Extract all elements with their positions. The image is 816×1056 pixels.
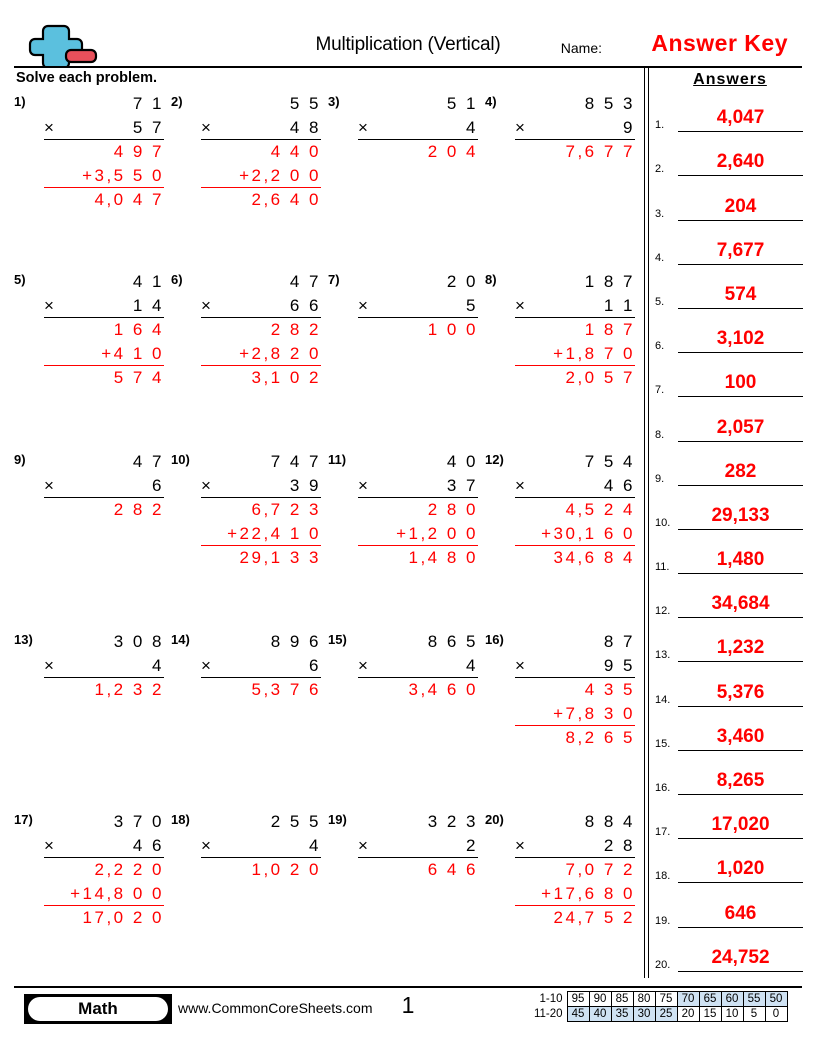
vertical-equation: [44, 450, 164, 522]
vertical-equation: [44, 92, 164, 212]
partial-product-1: 4,5 2 4: [565, 500, 635, 519]
multiply-operator-icon: ×: [44, 476, 54, 495]
problem-number: 4): [485, 94, 497, 109]
multiplicand: 7 4 7: [270, 452, 321, 471]
footer-divider-rule: [14, 986, 802, 988]
answer-number: 8.: [655, 428, 665, 441]
problem-number: 16): [485, 632, 504, 647]
problem-number: 2): [171, 94, 183, 109]
problem-number: 3): [328, 94, 340, 109]
multiplier: 4 6: [603, 476, 635, 495]
problem-number: 13): [14, 632, 33, 647]
brand-label: Math: [28, 997, 168, 1021]
answer-row: [655, 531, 805, 575]
partial-product-1: 4 9 7: [113, 142, 164, 161]
multiply-operator-icon: ×: [515, 836, 525, 855]
final-product: 1,4 8 0: [408, 548, 478, 567]
vertical-equation: [515, 450, 635, 570]
partial-product-2: +30,1 6 0: [515, 522, 635, 546]
answer-blank-line[interactable]: [678, 529, 803, 530]
final-product: 2,0 5 7: [565, 368, 635, 387]
vertical-equation: [201, 810, 321, 882]
partial-product-1: 1 6 4: [113, 320, 164, 339]
problem-number: 11): [328, 452, 347, 467]
answers-list: [655, 89, 805, 973]
final-product: 8,2 6 5: [565, 728, 635, 747]
answer-value: 34,684: [711, 593, 770, 615]
final-product: 3,1 0 2: [251, 368, 321, 387]
problem-number: 1): [14, 94, 26, 109]
score-row-label: 11-20: [533, 1008, 563, 1020]
multiplier: 6: [152, 476, 164, 495]
multiply-operator-icon: ×: [201, 656, 211, 675]
problem-number: 10): [171, 452, 190, 467]
score-cell: 25: [655, 1007, 677, 1022]
answer-row: [655, 619, 805, 663]
final-product: 1 0 0: [427, 320, 478, 339]
score-cell: 65: [699, 992, 721, 1007]
answer-number: 5.: [655, 295, 665, 308]
vertical-equation: [201, 450, 321, 570]
score-cell: 50: [765, 992, 787, 1007]
vertical-equation: [201, 92, 321, 212]
answer-row: [655, 752, 805, 796]
multiply-operator-icon: ×: [44, 656, 54, 675]
answer-value: 3,460: [716, 725, 765, 747]
answer-number: 4.: [655, 251, 665, 264]
answer-blank-line[interactable]: [678, 661, 803, 662]
answer-number: 19.: [655, 914, 671, 927]
instruction-text: Solve each problem.: [16, 70, 158, 86]
answer-value: 204: [724, 195, 757, 217]
multiply-operator-icon: ×: [515, 656, 525, 675]
score-cell: 95: [567, 992, 589, 1007]
multiplicand: 7 5 4: [584, 452, 635, 471]
multiplier-row: [358, 834, 478, 858]
answer-row: [655, 443, 805, 487]
multiplier-row: [44, 654, 164, 678]
multiplier: 4: [152, 656, 164, 675]
multiplicand: 5 1: [446, 94, 478, 113]
multiplier-row: [44, 834, 164, 858]
score-cell: 70: [677, 992, 699, 1007]
multiply-operator-icon: ×: [358, 296, 368, 315]
multiplier: 2 8: [603, 836, 635, 855]
answer-value: 1,480: [716, 549, 765, 571]
answer-value: 2,640: [716, 151, 765, 173]
answer-row: [655, 222, 805, 266]
multiply-operator-icon: ×: [44, 836, 54, 855]
multiplier-row: [358, 474, 478, 498]
multiplicand: 8 9 6: [270, 632, 321, 651]
answer-blank-line[interactable]: [678, 706, 803, 707]
vertical-equation: [358, 810, 478, 882]
vertical-equation: [515, 92, 635, 164]
multiply-operator-icon: ×: [515, 476, 525, 495]
multiply-operator-icon: ×: [201, 296, 211, 315]
multiplier-row: [515, 116, 635, 140]
score-table: [529, 991, 788, 1022]
multiplier-row: [44, 474, 164, 498]
multiplier: 9: [623, 118, 635, 137]
partial-product-2: +17,6 8 0: [515, 882, 635, 906]
answer-value: 574: [724, 283, 757, 305]
answer-blank-line[interactable]: [678, 750, 803, 751]
multiplier: 1 1: [603, 296, 635, 315]
multiplier-row: [201, 294, 321, 318]
answer-value: 5,376: [716, 681, 765, 703]
multiplier: 5 7: [132, 118, 164, 137]
multiplier-row: [515, 654, 635, 678]
answer-row: [655, 487, 805, 531]
answer-number: 11.: [655, 561, 670, 574]
final-product: 4,0 4 7: [94, 190, 164, 209]
answer-key-badge: Answer Key: [651, 30, 788, 56]
answer-row: [655, 929, 805, 973]
multiplicand: 3 2 3: [427, 812, 478, 831]
multiply-operator-icon: ×: [358, 836, 368, 855]
answer-blank-line[interactable]: [678, 882, 803, 883]
answer-row: [655, 840, 805, 884]
multiplier-row: [44, 116, 164, 140]
answer-number: 18.: [655, 870, 671, 883]
vertical-equation: [358, 450, 478, 570]
vertical-equation: [358, 270, 478, 342]
multiply-operator-icon: ×: [44, 296, 54, 315]
multiplicand: 5 5: [289, 94, 321, 113]
multiplicand: 4 7: [132, 452, 164, 471]
score-cell: 40: [589, 1007, 611, 1022]
final-product: 6 4 6: [427, 860, 478, 879]
problem-number: 8): [485, 272, 497, 287]
multiplicand: 8 6 5: [427, 632, 478, 651]
score-cell: 35: [611, 1007, 633, 1022]
multiplier-row: [515, 474, 635, 498]
multiplicand: 4 7: [289, 272, 321, 291]
problem-number: 5): [14, 272, 26, 287]
partial-product-2: +2,8 2 0: [201, 342, 321, 366]
final-product: 24,7 5 2: [553, 908, 635, 927]
answer-row: [655, 89, 805, 133]
final-product: 2 8 2: [113, 500, 164, 519]
answer-number: 15.: [655, 737, 671, 750]
multiplier-row: [358, 654, 478, 678]
answer-row: [655, 177, 805, 221]
answer-number: 10.: [655, 516, 671, 529]
problem-number: 20): [485, 812, 504, 827]
multiplier-row: [201, 834, 321, 858]
answer-value: 3,102: [716, 328, 765, 350]
vertical-equation: [44, 270, 164, 390]
multiplicand: 8 8 4: [584, 812, 635, 831]
answer-number: 14.: [655, 693, 671, 706]
multiplier: 5: [466, 296, 478, 315]
multiply-operator-icon: ×: [358, 656, 368, 675]
partial-product-1: 4 3 5: [584, 680, 635, 699]
answer-value: 2,057: [716, 416, 765, 438]
answer-row: [655, 310, 805, 354]
partial-product-2: +1,8 7 0: [515, 342, 635, 366]
answer-value: 7,677: [716, 239, 765, 261]
multiply-operator-icon: ×: [201, 476, 211, 495]
answer-number: 17.: [655, 826, 671, 839]
answer-blank-line[interactable]: [678, 927, 803, 928]
answer-blank-line[interactable]: [678, 131, 803, 132]
multiplier-row: [201, 474, 321, 498]
score-cell: 15: [699, 1007, 721, 1022]
answer-blank-line[interactable]: [678, 794, 803, 795]
multiplier-row: [201, 116, 321, 140]
problem-number: 15): [328, 632, 347, 647]
multiplier: 2: [466, 836, 478, 855]
answer-value: 8,265: [716, 770, 765, 791]
answer-blank-line[interactable]: [678, 838, 803, 839]
multiply-operator-icon: ×: [201, 836, 211, 855]
multiplicand: 4 0: [446, 452, 478, 471]
partial-product-2: +2,2 0 0: [201, 164, 321, 188]
answer-number: 6.: [655, 340, 665, 353]
answer-row: [655, 796, 805, 840]
score-cell: 20: [677, 1007, 699, 1022]
multiplier-row: [358, 294, 478, 318]
problem-number: 14): [171, 632, 190, 647]
multiply-operator-icon: ×: [515, 118, 525, 137]
partial-product-1: 2 8 2: [270, 320, 321, 339]
answer-value: 4,047: [716, 107, 765, 129]
multiplier-row: [515, 294, 635, 318]
answer-blank-line[interactable]: [678, 617, 803, 618]
vertical-equation: [358, 92, 478, 164]
answers-panel: [655, 66, 805, 973]
partial-product-2: +14,8 0 0: [44, 882, 164, 906]
problem-grid: [14, 92, 642, 972]
multiplier-row: [358, 116, 478, 140]
answer-blank-line[interactable]: [678, 573, 803, 574]
answer-blank-line[interactable]: [678, 220, 803, 221]
multiply-operator-icon: ×: [201, 118, 211, 137]
partial-product-1: 2,2 2 0: [94, 860, 164, 879]
multiplier: 4: [309, 836, 321, 855]
answer-row: [655, 133, 805, 177]
problem-number: 12): [485, 452, 504, 467]
multiplicand: 2 5 5: [270, 812, 321, 831]
partial-product-1: 4 4 0: [270, 142, 321, 161]
problem-number: 7): [328, 272, 340, 287]
multiplier: 4 6: [132, 836, 164, 855]
answer-blank-line[interactable]: [678, 175, 803, 176]
answer-value: 1,232: [716, 637, 765, 659]
answer-value: 100: [724, 372, 757, 394]
final-product: 1,2 3 2: [94, 680, 164, 699]
multiplier-row: [201, 654, 321, 678]
score-cell: 80: [633, 992, 655, 1007]
answer-row: [655, 398, 805, 442]
answer-row: [655, 575, 805, 619]
multiplier: 3 7: [446, 476, 478, 495]
score-cell: 90: [589, 992, 611, 1007]
problem-number: 9): [14, 452, 26, 467]
partial-product-2: +3,5 5 0: [44, 164, 164, 188]
score-cell: 55: [743, 992, 765, 1007]
answer-row: [655, 663, 805, 707]
answer-blank-line[interactable]: [678, 971, 803, 972]
answer-number: 7.: [655, 384, 665, 397]
multiplier: 6: [309, 656, 321, 675]
multiply-operator-icon: ×: [44, 118, 54, 137]
answer-blank-line[interactable]: [678, 441, 803, 442]
multiplier: 3 9: [289, 476, 321, 495]
multiply-operator-icon: ×: [358, 476, 368, 495]
final-product: 2 0 4: [427, 142, 478, 161]
partial-product-1: 7,0 7 2: [565, 860, 635, 879]
multiplier: 4: [466, 656, 478, 675]
answer-value: 29,133: [711, 504, 770, 526]
vertical-equation: [44, 810, 164, 930]
score-row: [529, 1007, 787, 1022]
score-cell: 0: [765, 1007, 787, 1022]
website-url: www.CommonCoreSheets.com: [178, 1000, 373, 1016]
final-product: 2,6 4 0: [251, 190, 321, 209]
final-product: 7,6 7 7: [565, 142, 635, 161]
answer-number: 16.: [655, 782, 671, 794]
multiplier-row: [44, 294, 164, 318]
multiplier: 1 4: [132, 296, 164, 315]
score-cell: 5: [743, 1007, 765, 1022]
vertical-equation: [515, 630, 635, 750]
answer-number: 9.: [655, 472, 665, 485]
score-cell: 45: [567, 1007, 589, 1022]
partial-product-1: 1 8 7: [584, 320, 635, 339]
answer-blank-line[interactable]: [678, 352, 803, 353]
score-cell: 85: [611, 992, 633, 1007]
multiply-operator-icon: ×: [515, 296, 525, 315]
partial-product-2: +22,4 1 0: [201, 522, 321, 546]
multiplier-row: [515, 834, 635, 858]
answer-value: 1,020: [716, 858, 765, 880]
vertical-equation: [358, 630, 478, 702]
vertical-equation: [515, 270, 635, 390]
answer-number: 1.: [655, 119, 665, 132]
multiplicand: 3 7 0: [113, 812, 164, 831]
answer-value: 282: [724, 460, 757, 482]
partial-product-2: +7,8 3 0: [515, 702, 635, 726]
final-product: 29,1 3 3: [239, 548, 321, 567]
answer-number: 13.: [655, 649, 671, 662]
multiplicand: 8 7: [603, 632, 635, 651]
partial-product-2: +1,2 0 0: [358, 522, 478, 546]
final-product: 1,0 2 0: [251, 860, 321, 879]
vertical-equation: [201, 270, 321, 390]
score-cell: 60: [721, 992, 743, 1007]
answer-value: 17,020: [711, 814, 770, 836]
multiplicand: 3 0 8: [113, 632, 164, 651]
partial-product-1: 2 8 0: [427, 500, 478, 519]
answer-number: 12.: [655, 605, 671, 618]
answer-blank-line[interactable]: [678, 308, 803, 309]
final-product: 17,0 2 0: [82, 908, 164, 927]
page-number: 1: [401, 992, 415, 1018]
final-product: 5,3 7 6: [251, 680, 321, 699]
vertical-equation: [201, 630, 321, 702]
answer-row: [655, 354, 805, 398]
answers-divider: [644, 66, 649, 978]
answer-row: [655, 884, 805, 928]
answer-number: 20.: [655, 958, 671, 971]
answer-blank-line[interactable]: [678, 485, 803, 486]
partial-product-1: 6,7 2 3: [251, 500, 321, 519]
answer-number: 3.: [655, 207, 665, 220]
score-cell: 30: [633, 1007, 655, 1022]
multiplicand: 1 8 7: [584, 272, 635, 291]
score-cell: 10: [721, 1007, 743, 1022]
vertical-equation: [515, 810, 635, 930]
answer-row: [655, 708, 805, 752]
problem-number: 17): [14, 812, 33, 827]
multiplicand: 2 0: [446, 272, 478, 291]
vertical-equation: [44, 630, 164, 702]
problem-number: 19): [328, 812, 347, 827]
answer-value: 646: [724, 902, 757, 924]
final-product: 3,4 6 0: [408, 680, 478, 699]
problem-number: 18): [171, 812, 190, 827]
score-row: [529, 992, 787, 1007]
score-cell: 75: [655, 992, 677, 1007]
page-title: Multiplication (Vertical): [315, 34, 501, 55]
multiplicand: 7 1: [132, 94, 164, 113]
multiplier: 4 8: [289, 118, 321, 137]
worksheet-header: [14, 24, 802, 66]
answer-row: [655, 266, 805, 310]
name-label: Name:: [560, 40, 602, 56]
answer-number: 2.: [655, 163, 665, 176]
multiplicand: 8 5 3: [584, 94, 635, 113]
partial-product-2: +4 1 0: [44, 342, 164, 366]
answers-heading: Answers: [693, 71, 767, 88]
multiplier: 9 5: [603, 656, 635, 675]
problem-number: 6): [171, 272, 183, 287]
multiplicand: 4 1: [132, 272, 164, 291]
answer-blank-line[interactable]: [678, 396, 803, 397]
final-product: 5 7 4: [113, 368, 164, 387]
answer-value: 24,752: [711, 946, 770, 968]
multiply-operator-icon: ×: [358, 118, 368, 137]
answer-blank-line[interactable]: [678, 264, 803, 265]
multiplier: 4: [466, 118, 478, 137]
final-product: 34,6 8 4: [553, 548, 635, 567]
score-row-label: 1-10: [539, 993, 563, 1005]
multiplier: 6 6: [289, 296, 321, 315]
